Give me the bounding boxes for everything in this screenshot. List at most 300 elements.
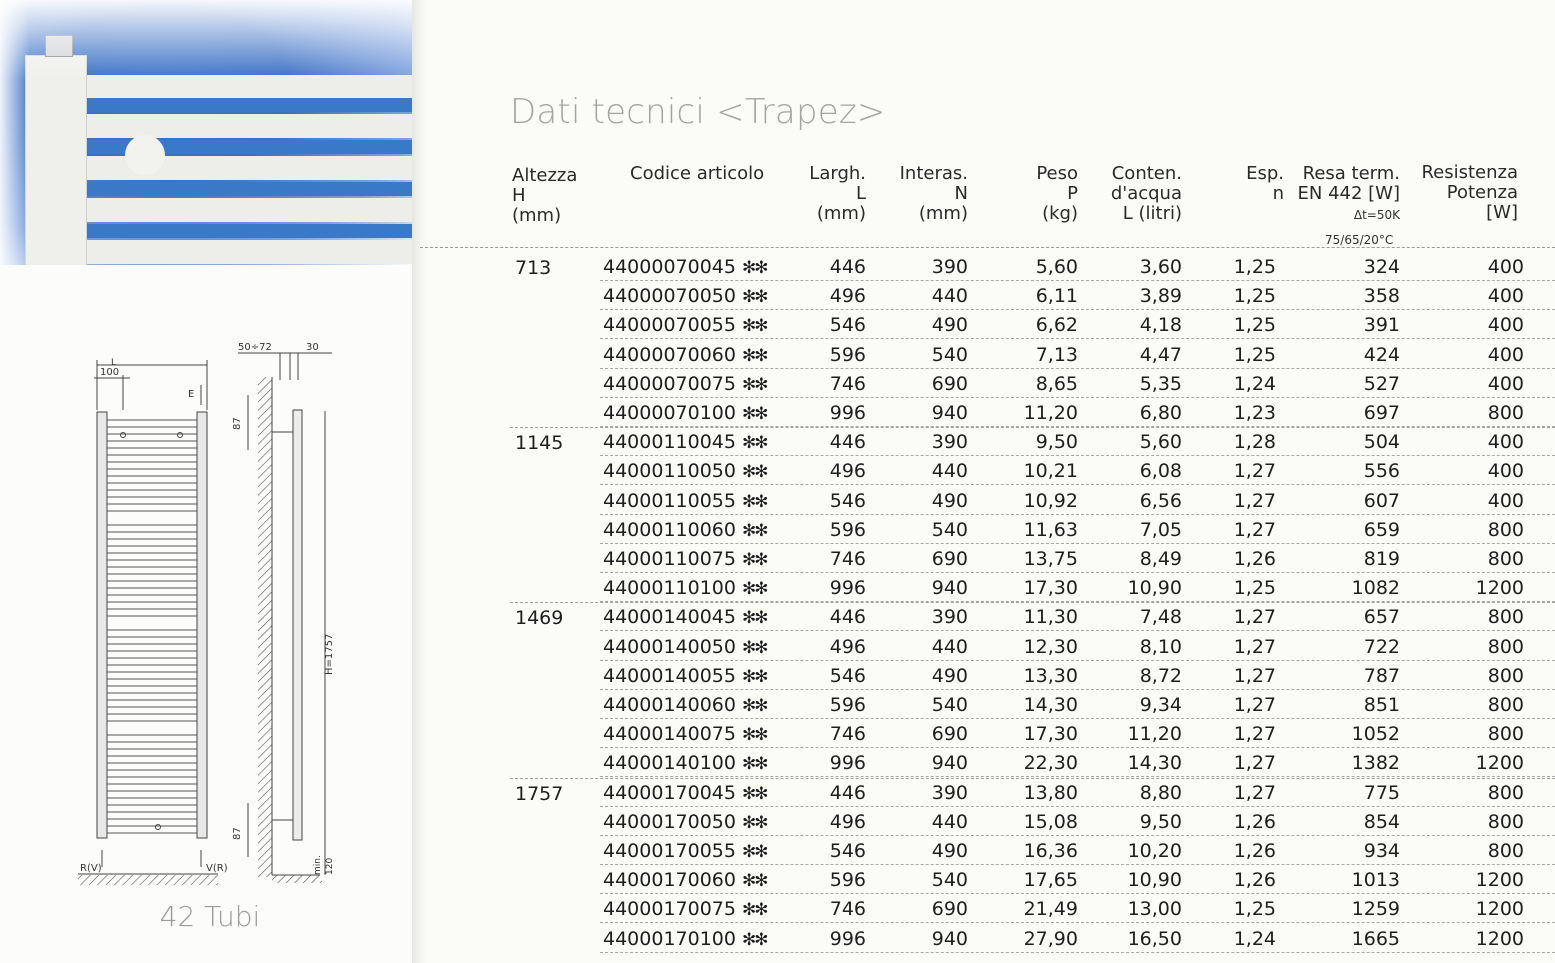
peso-value: 6,11 — [1035, 285, 1078, 308]
svg-text:V(R): V(R) — [206, 863, 228, 874]
peso-value: 6,62 — [1035, 314, 1078, 337]
esp-value: 1,26 — [1233, 840, 1276, 862]
largh-value: 446 — [829, 781, 866, 804]
interas-value: 540 — [931, 518, 968, 541]
resa-value: 819 — [1363, 548, 1400, 570]
svg-text:min.: min. — [313, 855, 323, 875]
mount-point — [156, 825, 161, 830]
conten-value: 11,20 — [1127, 723, 1182, 746]
peso-value: 7,13 — [1035, 343, 1078, 366]
page-title: Dati tecnici <Trapez> — [510, 92, 886, 132]
article-code-number: 44000170055 — [603, 840, 736, 862]
asterisk-marker-icon: ✻✻ — [741, 608, 767, 629]
header-peso: Peso P (kg) — [1036, 163, 1078, 224]
resa-value: 722 — [1363, 635, 1400, 658]
peso-value: 14,30 — [1023, 694, 1078, 716]
asterisk-marker-icon: ✻✻ — [741, 258, 767, 278]
article-code — [603, 898, 766, 920]
interas-value: 540 — [931, 869, 968, 892]
asterisk-marker-icon: ✻✻ — [741, 462, 767, 483]
conten-value: 6,08 — [1139, 460, 1182, 483]
resa-value: 1052 — [1351, 723, 1400, 746]
interas-value: 390 — [931, 431, 968, 454]
asterisk-marker-icon: ✻✻ — [741, 725, 767, 746]
asterisk-marker-icon: ✻✻ — [741, 374, 767, 395]
product-photo — [0, 0, 418, 265]
interas-value: 940 — [931, 927, 968, 950]
table-row — [420, 515, 1555, 544]
potenza-value: 400 — [1487, 314, 1524, 337]
table-row — [420, 894, 1555, 923]
photo-fade-left — [0, 0, 30, 265]
esp-value: 1,27 — [1233, 752, 1276, 775]
esp-value: 1,27 — [1233, 635, 1276, 658]
peso-value: 8,65 — [1035, 372, 1078, 395]
table-row — [420, 310, 1555, 339]
table-row — [420, 281, 1555, 310]
largh-value: 596 — [829, 518, 866, 541]
potenza-value: 1200 — [1475, 577, 1524, 600]
peso-value: 17,30 — [1023, 577, 1078, 600]
esp-value: 1,25 — [1233, 577, 1276, 600]
article-code-number: 44000170100 — [603, 927, 736, 950]
table-row — [420, 690, 1555, 719]
radiator-bar — [86, 198, 418, 222]
esp-value: 1,27 — [1233, 460, 1276, 483]
peso-value: 5,60 — [1035, 256, 1078, 278]
potenza-value: 400 — [1487, 460, 1524, 483]
article-code — [603, 577, 766, 599]
article-code-number: 44000140075 — [603, 723, 736, 746]
conten-value: 8,49 — [1139, 548, 1182, 570]
esp-value: 1,26 — [1233, 869, 1276, 892]
conten-value: 9,50 — [1139, 810, 1182, 833]
resa-value: 607 — [1363, 489, 1400, 512]
article-code — [603, 840, 766, 862]
asterisk-marker-icon: ✻✻ — [741, 900, 767, 921]
interas-value: 440 — [931, 285, 968, 308]
resa-value: 659 — [1363, 518, 1400, 541]
table-row — [420, 807, 1555, 836]
svg-text:87: 87 — [232, 417, 243, 430]
peso-value: 11,30 — [1023, 606, 1078, 629]
potenza-value: 800 — [1487, 402, 1524, 424]
asterisk-marker-icon: ✻✻ — [741, 871, 767, 892]
peso-value: 13,30 — [1023, 664, 1078, 687]
interas-value: 690 — [931, 548, 968, 570]
front-view — [94, 360, 207, 838]
interas-value: 440 — [931, 810, 968, 833]
article-code-number: 44000140045 — [603, 606, 736, 629]
right-page — [420, 0, 1555, 963]
article-code — [603, 460, 766, 482]
peso-value: 11,63 — [1023, 518, 1078, 541]
header-conten: Conten. d'acqua L (litri) — [1110, 163, 1182, 224]
esp-value: 1,28 — [1233, 431, 1276, 454]
esp-value: 1,25 — [1233, 256, 1276, 278]
article-code — [603, 694, 766, 716]
largh-value: 746 — [829, 898, 866, 921]
largh-value: 746 — [829, 372, 866, 395]
asterisk-marker-icon: ✻✻ — [741, 637, 767, 658]
potenza-value: 800 — [1487, 606, 1524, 629]
table-row — [420, 719, 1555, 748]
article-code-number: 44000110100 — [603, 577, 736, 600]
resa-value: 1382 — [1351, 752, 1400, 775]
article-code-number: 44000170075 — [603, 898, 736, 921]
table-row — [420, 836, 1555, 865]
radiator-bar — [86, 240, 418, 264]
conten-value: 9,34 — [1139, 694, 1182, 716]
largh-value: 496 — [829, 460, 866, 483]
esp-value: 1,25 — [1233, 343, 1276, 366]
resa-value: 697 — [1363, 402, 1400, 424]
svg-text:L: L — [111, 358, 117, 368]
resa-value: 358 — [1363, 285, 1400, 308]
article-code — [603, 782, 766, 804]
table-row — [420, 486, 1555, 515]
esp-value: 1,23 — [1233, 402, 1276, 424]
table-row — [420, 748, 1555, 777]
asterisk-marker-icon: ✻✻ — [741, 345, 767, 366]
potenza-value: 400 — [1487, 431, 1524, 454]
esp-value: 1,24 — [1233, 927, 1276, 950]
potenza-value: 800 — [1487, 840, 1524, 862]
peso-value: 10,21 — [1023, 460, 1078, 483]
esp-value: 1,27 — [1233, 606, 1276, 629]
mount-point — [178, 433, 183, 438]
article-code — [603, 606, 766, 628]
article-code — [603, 519, 766, 541]
largh-value: 496 — [829, 810, 866, 833]
asterisk-marker-icon: ✻✻ — [741, 287, 767, 308]
interas-value: 490 — [931, 314, 968, 337]
peso-value: 17,65 — [1023, 869, 1078, 892]
largh-value: 546 — [829, 489, 866, 512]
article-code — [603, 548, 766, 570]
interas-value: 940 — [931, 577, 968, 600]
mount-point — [121, 433, 126, 438]
esp-value: 1,26 — [1233, 810, 1276, 833]
interas-value: 540 — [931, 694, 968, 716]
article-code — [603, 402, 766, 424]
conten-value: 16,50 — [1127, 927, 1182, 950]
resa-value: 504 — [1363, 431, 1400, 454]
peso-value: 13,75 — [1023, 548, 1078, 570]
conten-value: 5,60 — [1139, 431, 1182, 454]
potenza-value: 400 — [1487, 256, 1524, 278]
header-interas: Interas. N (mm) — [899, 163, 968, 224]
largh-value: 996 — [829, 752, 866, 775]
potenza-value: 800 — [1487, 723, 1524, 746]
article-code-number: 44000070060 — [603, 343, 736, 366]
conten-value: 4,47 — [1139, 343, 1182, 366]
article-code — [603, 314, 766, 336]
table-row — [420, 661, 1555, 690]
article-code-number: 44000170060 — [603, 869, 736, 892]
resa-value: 1013 — [1351, 869, 1400, 892]
peso-value: 9,50 — [1035, 431, 1078, 454]
asterisk-marker-icon: ✻✻ — [741, 404, 767, 424]
esp-value: 1,25 — [1233, 314, 1276, 337]
peso-value: 22,30 — [1023, 752, 1078, 775]
header-largh: Largh. L (mm) — [809, 163, 866, 224]
asterisk-marker-icon: ✻✻ — [741, 929, 767, 950]
asterisk-marker-icon: ✻✻ — [741, 696, 767, 716]
table-row — [420, 369, 1555, 398]
article-code-number: 44000110055 — [603, 489, 736, 512]
header-codice: Codice articolo — [630, 163, 765, 184]
article-code — [603, 344, 766, 366]
largh-value: 446 — [829, 256, 866, 278]
asterisk-marker-icon: ✻✻ — [741, 491, 767, 512]
peso-value: 12,30 — [1023, 635, 1078, 658]
resa-value: 854 — [1363, 810, 1400, 833]
conten-value: 6,56 — [1139, 489, 1182, 512]
svg-text:E: E — [188, 389, 195, 400]
conten-value: 13,00 — [1127, 898, 1182, 921]
article-code-number: 44000110060 — [603, 518, 736, 541]
largh-value: 446 — [829, 606, 866, 629]
header-esp: Esp. n — [1246, 163, 1284, 204]
esp-value: 1,26 — [1233, 548, 1276, 570]
interas-value: 540 — [931, 343, 968, 366]
interas-value: 490 — [931, 840, 968, 862]
article-code-number: 44000070050 — [603, 285, 736, 308]
technical-drawing — [70, 335, 350, 895]
svg-text:100: 100 — [100, 367, 120, 378]
peso-value: 27,90 — [1023, 927, 1078, 950]
resa-value: 787 — [1363, 664, 1400, 687]
table-row — [420, 924, 1555, 953]
article-code-number: 44000070055 — [603, 314, 736, 337]
peso-value: 17,30 — [1023, 723, 1078, 746]
asterisk-marker-icon: ✻✻ — [741, 666, 767, 687]
article-code-number: 44000140055 — [603, 664, 736, 687]
table-row — [420, 456, 1555, 485]
largh-value: 596 — [829, 869, 866, 892]
table-row — [420, 573, 1555, 602]
tubes — [107, 420, 197, 833]
interas-value: 390 — [931, 256, 968, 278]
resa-value: 934 — [1363, 840, 1400, 862]
altezza-value: 1469 — [515, 607, 564, 630]
asterisk-marker-icon: ✻✻ — [741, 316, 767, 337]
resa-value: 1082 — [1351, 577, 1400, 600]
interas-value: 390 — [931, 606, 968, 629]
article-code — [603, 665, 766, 687]
largh-value: 446 — [829, 431, 866, 454]
esp-value: 1,25 — [1233, 898, 1276, 921]
table-row — [420, 427, 1555, 456]
header-resa: Resa term. EN 442 [W] Δt=50K — [1297, 163, 1400, 222]
potenza-value: 400 — [1487, 372, 1524, 395]
table-row — [420, 778, 1555, 807]
interas-value: 440 — [931, 460, 968, 483]
conten-value: 6,80 — [1139, 402, 1182, 424]
article-code — [603, 636, 766, 658]
interas-value: 490 — [931, 664, 968, 687]
esp-value: 1,27 — [1233, 518, 1276, 541]
conten-value: 8,80 — [1139, 781, 1182, 804]
table-row — [420, 544, 1555, 573]
interas-value: 690 — [931, 723, 968, 746]
svg-text:H=1757: H=1757 — [324, 633, 335, 675]
article-code — [603, 811, 766, 833]
table-row — [420, 340, 1555, 369]
header-resistenza: Resistenza Potenza [W] — [1421, 162, 1518, 223]
peso-value: 10,92 — [1023, 489, 1078, 512]
resa-value: 391 — [1363, 314, 1400, 337]
conten-value: 8,10 — [1139, 635, 1182, 658]
resa-value: 324 — [1363, 256, 1400, 278]
table-row — [420, 398, 1555, 427]
article-code — [603, 285, 766, 307]
interas-value: 390 — [931, 781, 968, 804]
largh-value: 996 — [829, 927, 866, 950]
resa-value: 775 — [1363, 781, 1400, 804]
conten-value: 3,60 — [1139, 256, 1182, 278]
asterisk-marker-icon: ✻✻ — [741, 842, 767, 862]
article-code-number: 44000110050 — [603, 460, 736, 483]
article-code-number: 44000140100 — [603, 752, 736, 775]
altezza-value: 1145 — [515, 432, 564, 455]
conten-value: 3,89 — [1139, 285, 1182, 308]
potenza-value: 800 — [1487, 664, 1524, 687]
conten-value: 10,90 — [1127, 869, 1182, 892]
conten-value: 7,48 — [1139, 606, 1182, 629]
largh-value: 496 — [829, 635, 866, 658]
article-code — [603, 752, 766, 774]
potenza-value: 800 — [1487, 810, 1524, 833]
potenza-value: 400 — [1487, 343, 1524, 366]
interas-value: 940 — [931, 402, 968, 424]
radiator-bar — [86, 114, 418, 138]
article-code — [603, 869, 766, 891]
peso-value: 21,49 — [1023, 898, 1078, 921]
asterisk-marker-icon: ✻✻ — [741, 783, 767, 804]
article-code-number: 44000110045 — [603, 431, 736, 454]
interas-value: 690 — [931, 898, 968, 921]
potenza-value: 800 — [1487, 518, 1524, 541]
peso-value: 15,08 — [1023, 810, 1078, 833]
resa-value: 556 — [1363, 460, 1400, 483]
largh-value: 746 — [829, 723, 866, 746]
asterisk-marker-icon: ✻✻ — [741, 550, 767, 570]
asterisk-marker-icon: ✻✻ — [741, 812, 767, 833]
esp-value: 1,27 — [1233, 694, 1276, 716]
conten-value: 4,18 — [1139, 314, 1182, 337]
radiator-post — [25, 55, 87, 265]
asterisk-marker-icon: ✻✻ — [741, 433, 767, 454]
table-row — [420, 632, 1555, 661]
article-code — [603, 928, 766, 950]
resa-value: 1665 — [1351, 927, 1400, 950]
potenza-value: 800 — [1487, 548, 1524, 570]
conten-value: 10,20 — [1127, 840, 1182, 862]
article-code — [603, 490, 766, 512]
side-view — [238, 353, 332, 883]
largh-value: 546 — [829, 664, 866, 687]
asterisk-marker-icon: ✻✻ — [741, 579, 767, 600]
peso-value: 13,80 — [1023, 781, 1078, 804]
svg-text:120: 120 — [325, 857, 335, 875]
svg-text:30: 30 — [306, 342, 319, 353]
conten-value: 8,72 — [1139, 664, 1182, 687]
esp-value: 1,25 — [1233, 285, 1276, 308]
svg-text:50÷72: 50÷72 — [238, 342, 272, 353]
article-code-number: 44000110075 — [603, 548, 736, 570]
interas-value: 690 — [931, 372, 968, 395]
peso-value: 11,20 — [1023, 402, 1078, 424]
article-code-number: 44000070045 — [603, 256, 736, 278]
floor-hatch — [78, 875, 218, 885]
altezza-value: 1757 — [515, 782, 564, 805]
potenza-value: 800 — [1487, 781, 1524, 804]
valve-knob — [125, 135, 165, 175]
esp-value: 1,24 — [1233, 372, 1276, 395]
potenza-value: 1200 — [1475, 898, 1524, 921]
article-code-number: 44000070075 — [603, 372, 736, 395]
article-code — [603, 723, 766, 745]
potenza-value: 400 — [1487, 285, 1524, 308]
table-row — [420, 252, 1555, 281]
largh-value: 996 — [829, 577, 866, 600]
radiator-gap — [86, 182, 418, 196]
article-code — [603, 373, 766, 395]
esp-value: 1,27 — [1233, 781, 1276, 804]
header-resa-conditions: 75/65/20°C — [1325, 233, 1394, 247]
largh-value: 546 — [829, 314, 866, 337]
article-code-number: 44000170050 — [603, 810, 736, 833]
row-divider — [600, 952, 1555, 953]
largh-value: 596 — [829, 343, 866, 366]
conten-value: 10,90 — [1127, 577, 1182, 600]
article-code — [603, 256, 766, 278]
potenza-value: 1200 — [1475, 752, 1524, 775]
largh-value: 546 — [829, 840, 866, 862]
peso-value: 16,36 — [1023, 840, 1078, 862]
conten-value: 7,05 — [1139, 518, 1182, 541]
largh-value: 996 — [829, 402, 866, 424]
diagram-caption: 42 Tubi — [159, 900, 261, 933]
article-code-number: 44000070100 — [603, 402, 736, 424]
largh-value: 496 — [829, 285, 866, 308]
article-code — [603, 431, 766, 453]
conten-value: 5,35 — [1139, 372, 1182, 395]
largh-value: 746 — [829, 548, 866, 570]
interas-value: 440 — [931, 635, 968, 658]
resa-value: 1259 — [1351, 898, 1400, 921]
radiator-gap — [86, 98, 418, 112]
resa-value: 424 — [1363, 343, 1400, 366]
photo-fade — [0, 0, 418, 80]
esp-value: 1,27 — [1233, 489, 1276, 512]
article-code-number: 44000170045 — [603, 781, 736, 804]
interas-value: 490 — [931, 489, 968, 512]
radiator-gap — [86, 224, 418, 238]
asterisk-marker-icon: ✻✻ — [741, 754, 767, 775]
table-row — [420, 602, 1555, 631]
esp-value: 1,27 — [1233, 664, 1276, 687]
interas-value: 940 — [931, 752, 968, 775]
potenza-value: 1200 — [1475, 869, 1524, 892]
article-code-number: 44000140060 — [603, 694, 736, 716]
resa-value: 657 — [1363, 606, 1400, 629]
largh-value: 596 — [829, 694, 866, 716]
potenza-value: 1200 — [1475, 927, 1524, 950]
potenza-value: 800 — [1487, 635, 1524, 658]
